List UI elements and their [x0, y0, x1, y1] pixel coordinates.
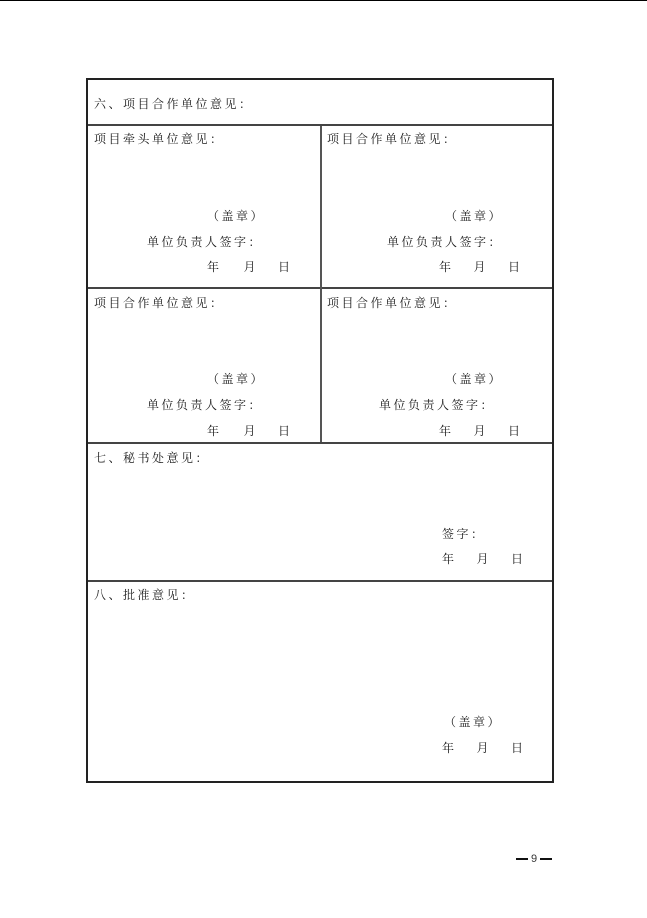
- dash-right: [540, 858, 552, 860]
- day-label: 日: [278, 424, 293, 438]
- date-line: [439, 424, 523, 438]
- month-label: 月: [473, 424, 489, 438]
- day-label: 日: [508, 424, 523, 438]
- day-label: 日: [278, 260, 293, 274]
- row-divider: [88, 580, 552, 582]
- section7-title: 七、秘书处意见：: [94, 451, 211, 465]
- date-line: [442, 552, 526, 566]
- month-label: 月: [476, 741, 492, 755]
- section6-title: 六、项目合作单位意见：: [94, 97, 254, 111]
- date-line: [207, 424, 293, 438]
- day-label: 日: [508, 260, 523, 274]
- seal-label: （盖章）: [444, 715, 503, 729]
- top-rule: [0, 0, 647, 1]
- seal-label: （盖章）: [207, 209, 266, 223]
- month-label: 月: [243, 424, 259, 438]
- column-divider: [320, 126, 322, 442]
- page-number-value: 9: [531, 853, 538, 865]
- approval-form-table: [86, 78, 554, 783]
- date-line: [207, 260, 293, 274]
- cell-heading: 项目牵头单位意见：: [94, 132, 225, 146]
- month-label: 月: [476, 552, 492, 566]
- signer-label: 单位负责人签字：: [387, 235, 504, 249]
- signer-label: 单位负责人签字：: [147, 398, 264, 412]
- seal-label: （盖章）: [445, 372, 504, 386]
- year-label: 年: [442, 741, 457, 755]
- month-label: 月: [473, 260, 489, 274]
- year-label: 年: [207, 260, 222, 274]
- year-label: 年: [207, 424, 222, 438]
- cell-heading: 项目合作单位意见：: [327, 132, 458, 146]
- date-line: [439, 260, 523, 274]
- section8-title: 八、批准意见：: [94, 588, 196, 602]
- day-label: 日: [511, 741, 526, 755]
- signer-label: 单位负责人签字：: [147, 235, 264, 249]
- day-label: 日: [511, 552, 526, 566]
- seal-label: （盖章）: [207, 372, 266, 386]
- cell-heading: 项目合作单位意见：: [327, 296, 458, 310]
- year-label: 年: [442, 552, 457, 566]
- signer-label: 单位负责人签字：: [379, 398, 496, 412]
- signature-label: 签字：: [442, 527, 486, 541]
- row-divider: [88, 442, 552, 444]
- year-label: 年: [439, 260, 454, 274]
- page-number: [513, 853, 555, 865]
- month-label: 月: [243, 260, 259, 274]
- year-label: 年: [439, 424, 454, 438]
- date-line: [442, 741, 526, 755]
- cell-heading: 项目合作单位意见：: [94, 296, 225, 310]
- dash-left: [516, 858, 528, 860]
- seal-label: （盖章）: [445, 209, 504, 223]
